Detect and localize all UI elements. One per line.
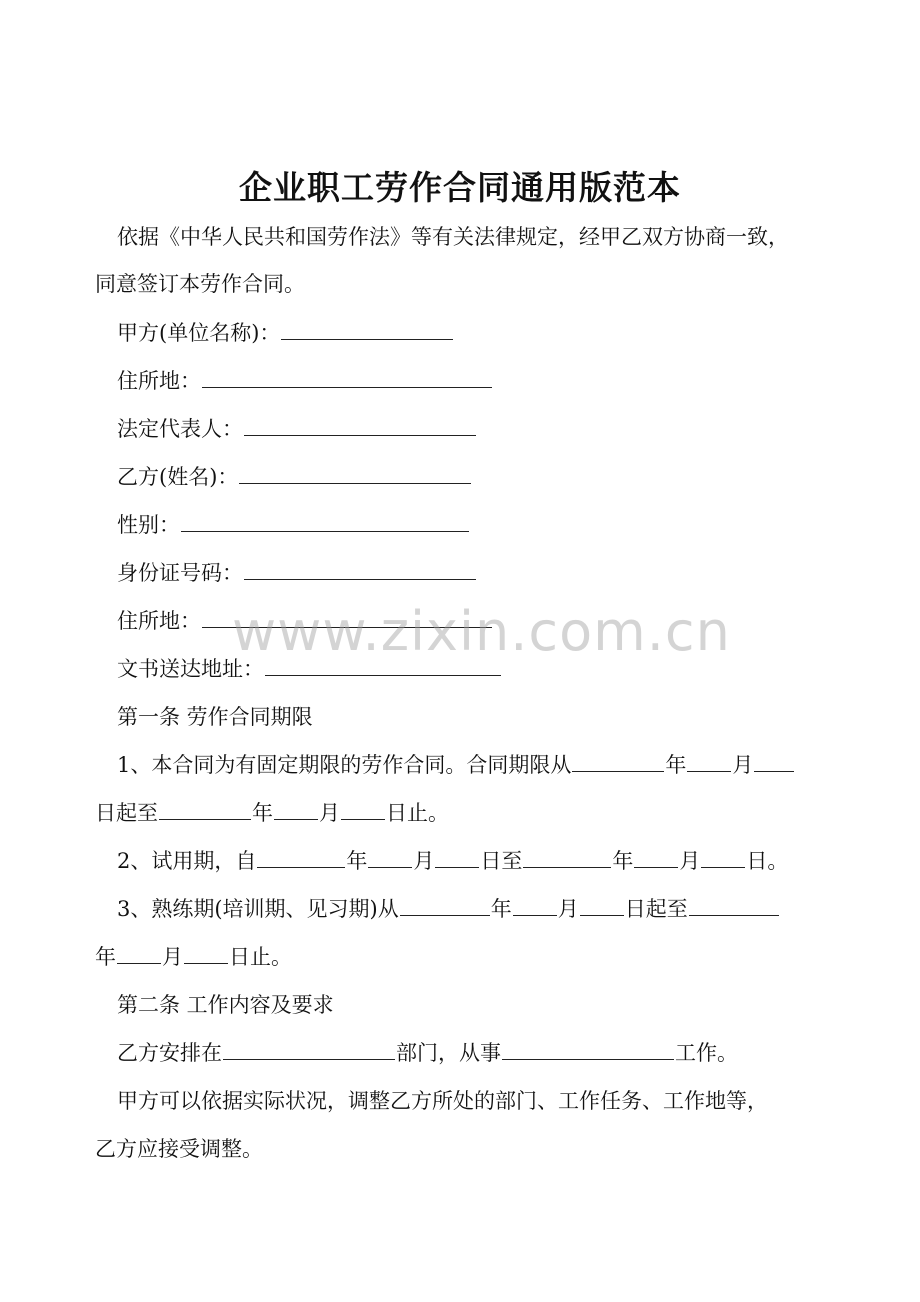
- month-word: 月: [732, 753, 754, 777]
- job-blank[interactable]: [502, 1039, 674, 1060]
- year-word: 年: [252, 801, 273, 825]
- training-end-day-blank[interactable]: [184, 943, 228, 964]
- end-month-blank[interactable]: [274, 799, 318, 820]
- training-start-month-blank[interactable]: [513, 895, 557, 916]
- article-1-item-3-cont: [95, 942, 292, 972]
- month-word: 月: [319, 801, 340, 825]
- month-word: 月: [413, 849, 435, 873]
- probation-start-day-blank[interactable]: [435, 847, 479, 868]
- party-a-name-row: [117, 318, 454, 348]
- party-b-gender-row: [117, 510, 470, 540]
- document-title: 企业职工劳作合同通用版范本: [239, 168, 681, 207]
- training-start-year-blank[interactable]: [400, 895, 490, 916]
- article-2-line-3: 乙方应接受调整。: [95, 1137, 263, 1161]
- until-word: 日止。: [386, 801, 449, 825]
- end-year-blank[interactable]: [159, 799, 251, 820]
- year-word: 年: [612, 849, 634, 873]
- party-b-id-blank[interactable]: [244, 559, 476, 580]
- party-b-gender-label: 性别：: [117, 513, 180, 537]
- a1-item2-text: 2、试用期，自: [117, 849, 257, 873]
- until-word: 日止。: [229, 945, 292, 969]
- party-a-name-blank[interactable]: [281, 319, 453, 340]
- department-blank[interactable]: [223, 1039, 395, 1060]
- a2-line1-mid: 部门，从事: [396, 1041, 501, 1065]
- a1-item1-text: 1、本合同为有固定期限的劳作合同。合同期限从: [117, 753, 572, 777]
- start-day-blank[interactable]: [754, 751, 794, 772]
- party-b-address-label: 住所地：: [117, 609, 201, 633]
- article-1-item-3: [117, 894, 780, 924]
- to-word: 日至: [480, 849, 523, 873]
- probation-end-day-blank[interactable]: [701, 847, 745, 868]
- end-day-blank[interactable]: [341, 799, 385, 820]
- party-b-name-blank[interactable]: [239, 463, 471, 484]
- party-b-name-row: [117, 462, 472, 492]
- article-2-heading: 第二条 工作内容及要求: [117, 993, 334, 1017]
- watermark-text: www.zixin.com.cn: [232, 600, 731, 663]
- probation-start-month-blank[interactable]: [368, 847, 412, 868]
- party-a-rep-blank[interactable]: [244, 415, 476, 436]
- month-word: 月: [557, 897, 579, 921]
- party-a-rep-row: [117, 414, 477, 444]
- party-b-id-label: 身份证号码：: [117, 561, 243, 585]
- month-word: 月: [162, 945, 183, 969]
- from-word: 日起至: [624, 897, 688, 921]
- a2-line1-prefix: 乙方安排在: [117, 1041, 222, 1065]
- party-b-name-label: 乙方(姓名)：: [117, 465, 239, 489]
- probation-end-month-blank[interactable]: [634, 847, 678, 868]
- training-start-day-blank[interactable]: [580, 895, 624, 916]
- month-word: 月: [679, 849, 701, 873]
- article-1-heading: 第一条 劳作合同期限: [117, 705, 313, 729]
- article-1-item-1: [117, 750, 795, 780]
- party-a-address-blank[interactable]: [202, 367, 492, 388]
- year-word: 年: [346, 849, 368, 873]
- year-word: 年: [490, 897, 512, 921]
- article-1-item-2: [117, 846, 788, 876]
- start-month-blank[interactable]: [687, 751, 731, 772]
- training-end-year-blank[interactable]: [689, 895, 779, 916]
- article-1-item-1-cont: [95, 798, 449, 828]
- party-a-address-label: 住所地：: [117, 369, 201, 393]
- article-2-line-1: [117, 1038, 738, 1068]
- intro-line-2: 同意签订本劳作合同。: [95, 272, 305, 296]
- year-word: 年: [665, 753, 687, 777]
- year-word: 年: [95, 945, 116, 969]
- end-word: 日。: [746, 849, 789, 873]
- party-a-rep-label: 法定代表人：: [117, 417, 243, 441]
- probation-start-year-blank[interactable]: [257, 847, 345, 868]
- party-b-mail-label: 文书送达地址：: [117, 657, 264, 681]
- party-b-id-row: [117, 558, 477, 588]
- probation-end-year-blank[interactable]: [523, 847, 611, 868]
- party-b-gender-blank[interactable]: [181, 511, 469, 532]
- from-word: 日起至: [95, 801, 158, 825]
- intro-line-1: 依据《中华人民共和国劳作法》等有关法律规定，经甲乙双方协商一致，: [117, 225, 789, 249]
- training-end-month-blank[interactable]: [117, 943, 161, 964]
- article-2-line-2: 甲方可以依据实际状况，调整乙方所处的部门、工作任务、工作地等，: [117, 1089, 768, 1113]
- party-a-name-label: 甲方(单位名称)：: [117, 321, 281, 345]
- party-a-address-row: [117, 366, 493, 396]
- a2-line1-suffix: 工作。: [675, 1041, 738, 1065]
- a1-item3-text: 3、熟练期(培训期、见习期)从: [117, 897, 399, 921]
- start-year-blank[interactable]: [572, 751, 664, 772]
